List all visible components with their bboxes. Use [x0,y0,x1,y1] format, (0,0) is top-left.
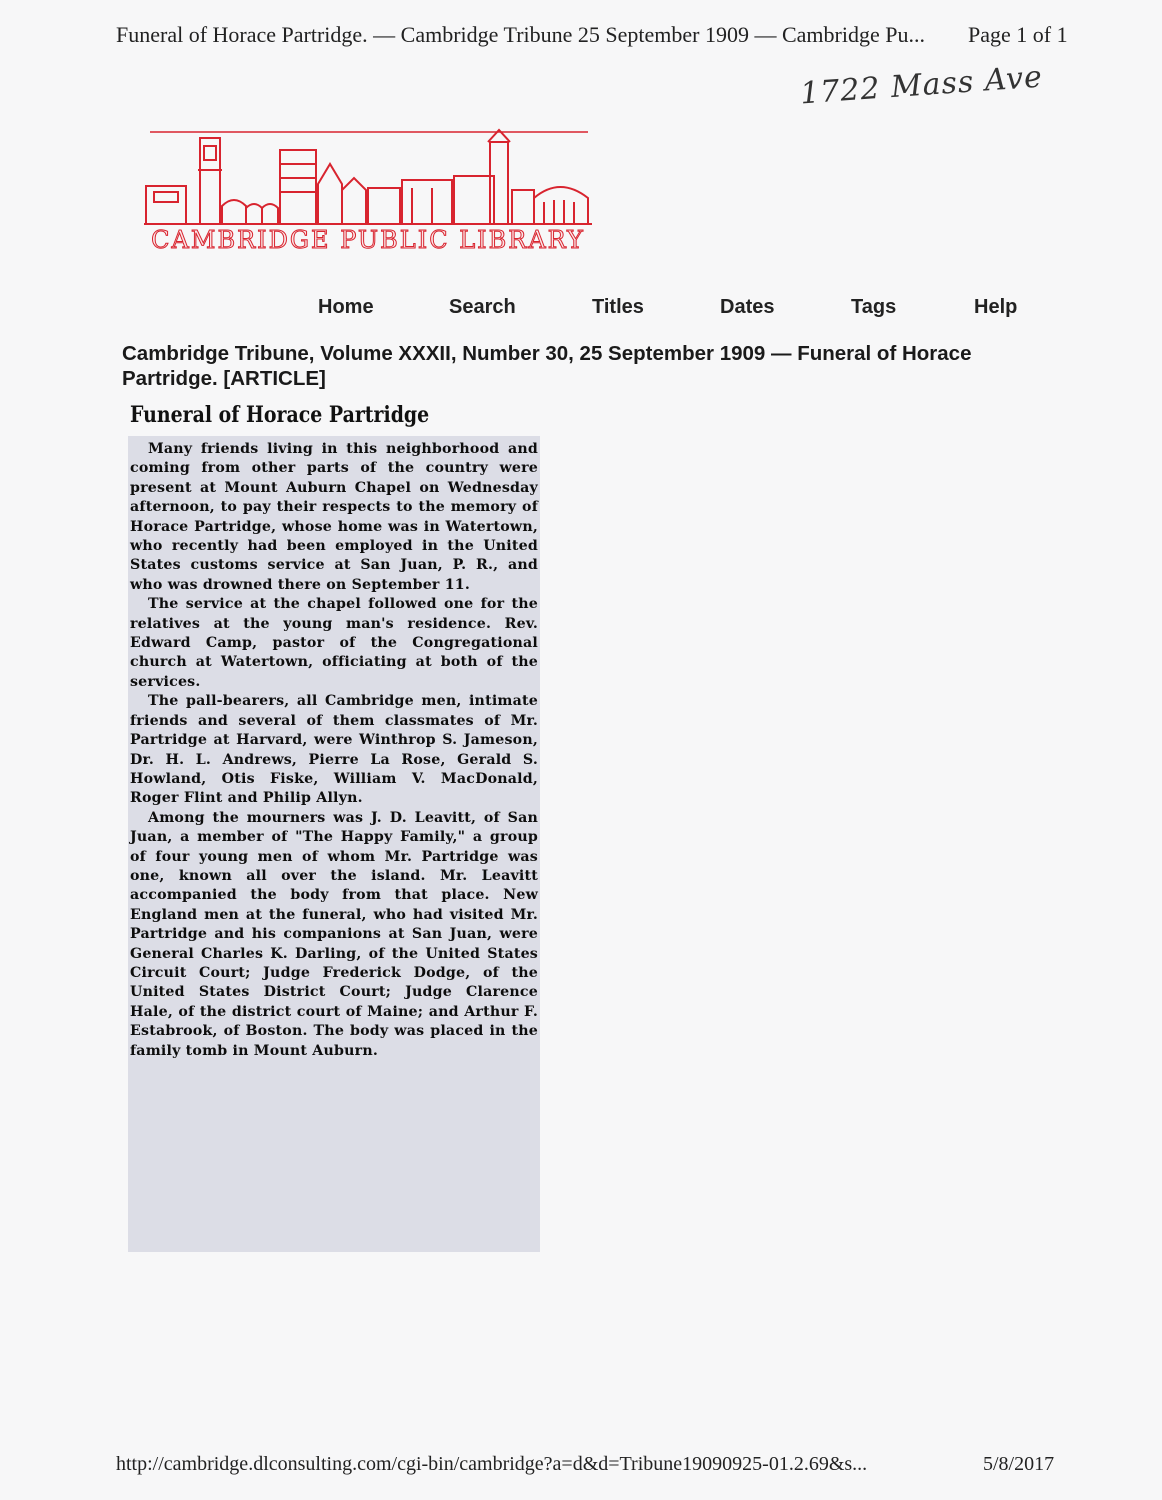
nav-help[interactable]: Help [974,296,1018,318]
newspaper-clipping [128,402,540,1252]
clipping-paragraph: The service at the chapel followed one for the relatives at the young man's residence. Rev. Edward Camp, pastor of the Congregational church at Watertown, officiating at both of the services. [130,596,538,690]
print-date: 5/8/2017 [983,1453,1055,1475]
nav-tags[interactable]: Tags [851,296,897,318]
article-heading: Cambridge Tribune, Volume XXXII, Number 30, 25 September 1909 — Funeral of Horace Partridge. [ARTICLE] [122,342,972,390]
library-logo[interactable] [142,128,594,258]
library-skyline-icon [142,128,594,226]
print-footer [0,1453,1162,1483]
nav-titles[interactable]: Titles [592,296,644,318]
page-url: http://cambridge.dlconsulting.com/cgi-bin/cambridge?a=d&d=Tribune19090925-01.2.69&s... [116,1453,868,1475]
clipping-body [128,436,540,1252]
nav-search[interactable]: Search [449,296,516,318]
nav-dates[interactable]: Dates [720,296,775,318]
clipping-paragraph: Many friends living in this neighborhood and coming from other parts of the country were present at Mount Auburn Chapel on Wednesday afternoon, to pay their respects to the memory of Horace Partridge, whose home was in Watertown, who recently had been employed in the United States customs service at San Juan, P. R., and who was drowned there on September 11. [130,441,538,593]
print-page-number: Page 1 of 1 [968,22,1068,47]
clipping-paragraph: The pall-bearers, all Cambridge men, intimate friends and several of them classmates of Mr. Partridge at Harvard, were Winthrop S. Jameson, Dr. H. L. Andrews, Pierre La Rose, Gerald S. Howland, Otis Fiske, William V. MacDonald, Roger Flint and Philip Allyn. [130,693,538,807]
clipping-title: Funeral of Horace Partridge [130,402,430,428]
print-header [0,22,1162,52]
main-nav [0,296,1162,326]
library-logo-text: CAMBRIDGE PUBLIC LIBRARY [151,226,585,254]
clipping-paragraph: Among the mourners was J. D. Leavitt, of San Juan, a member of "The Happy Family," a group of four young men of whom Mr. Partridge was one, known all over the island. Mr. Leavitt accompanied the body from that place. New England men at the funeral, who had visited Mr. Partridge and his companions at San Juan, were General Charles K. Darling, of the United States Circuit Court; Judge Frederick Dodge, of the United States District Court; Judge Clarence Hale, of the district court of Maine; and Arthur F. Estabrook, of Boston. The body was placed in the family tomb in Mount Auburn. [130,809,538,1059]
nav-home[interactable]: Home [318,296,374,318]
print-page-title: Funeral of Horace Partridge. — Cambridge Tribune 25 September 1909 — Cambridge Pu... [116,22,925,47]
handwritten-note: 1722 Mass Ave [799,59,1044,112]
